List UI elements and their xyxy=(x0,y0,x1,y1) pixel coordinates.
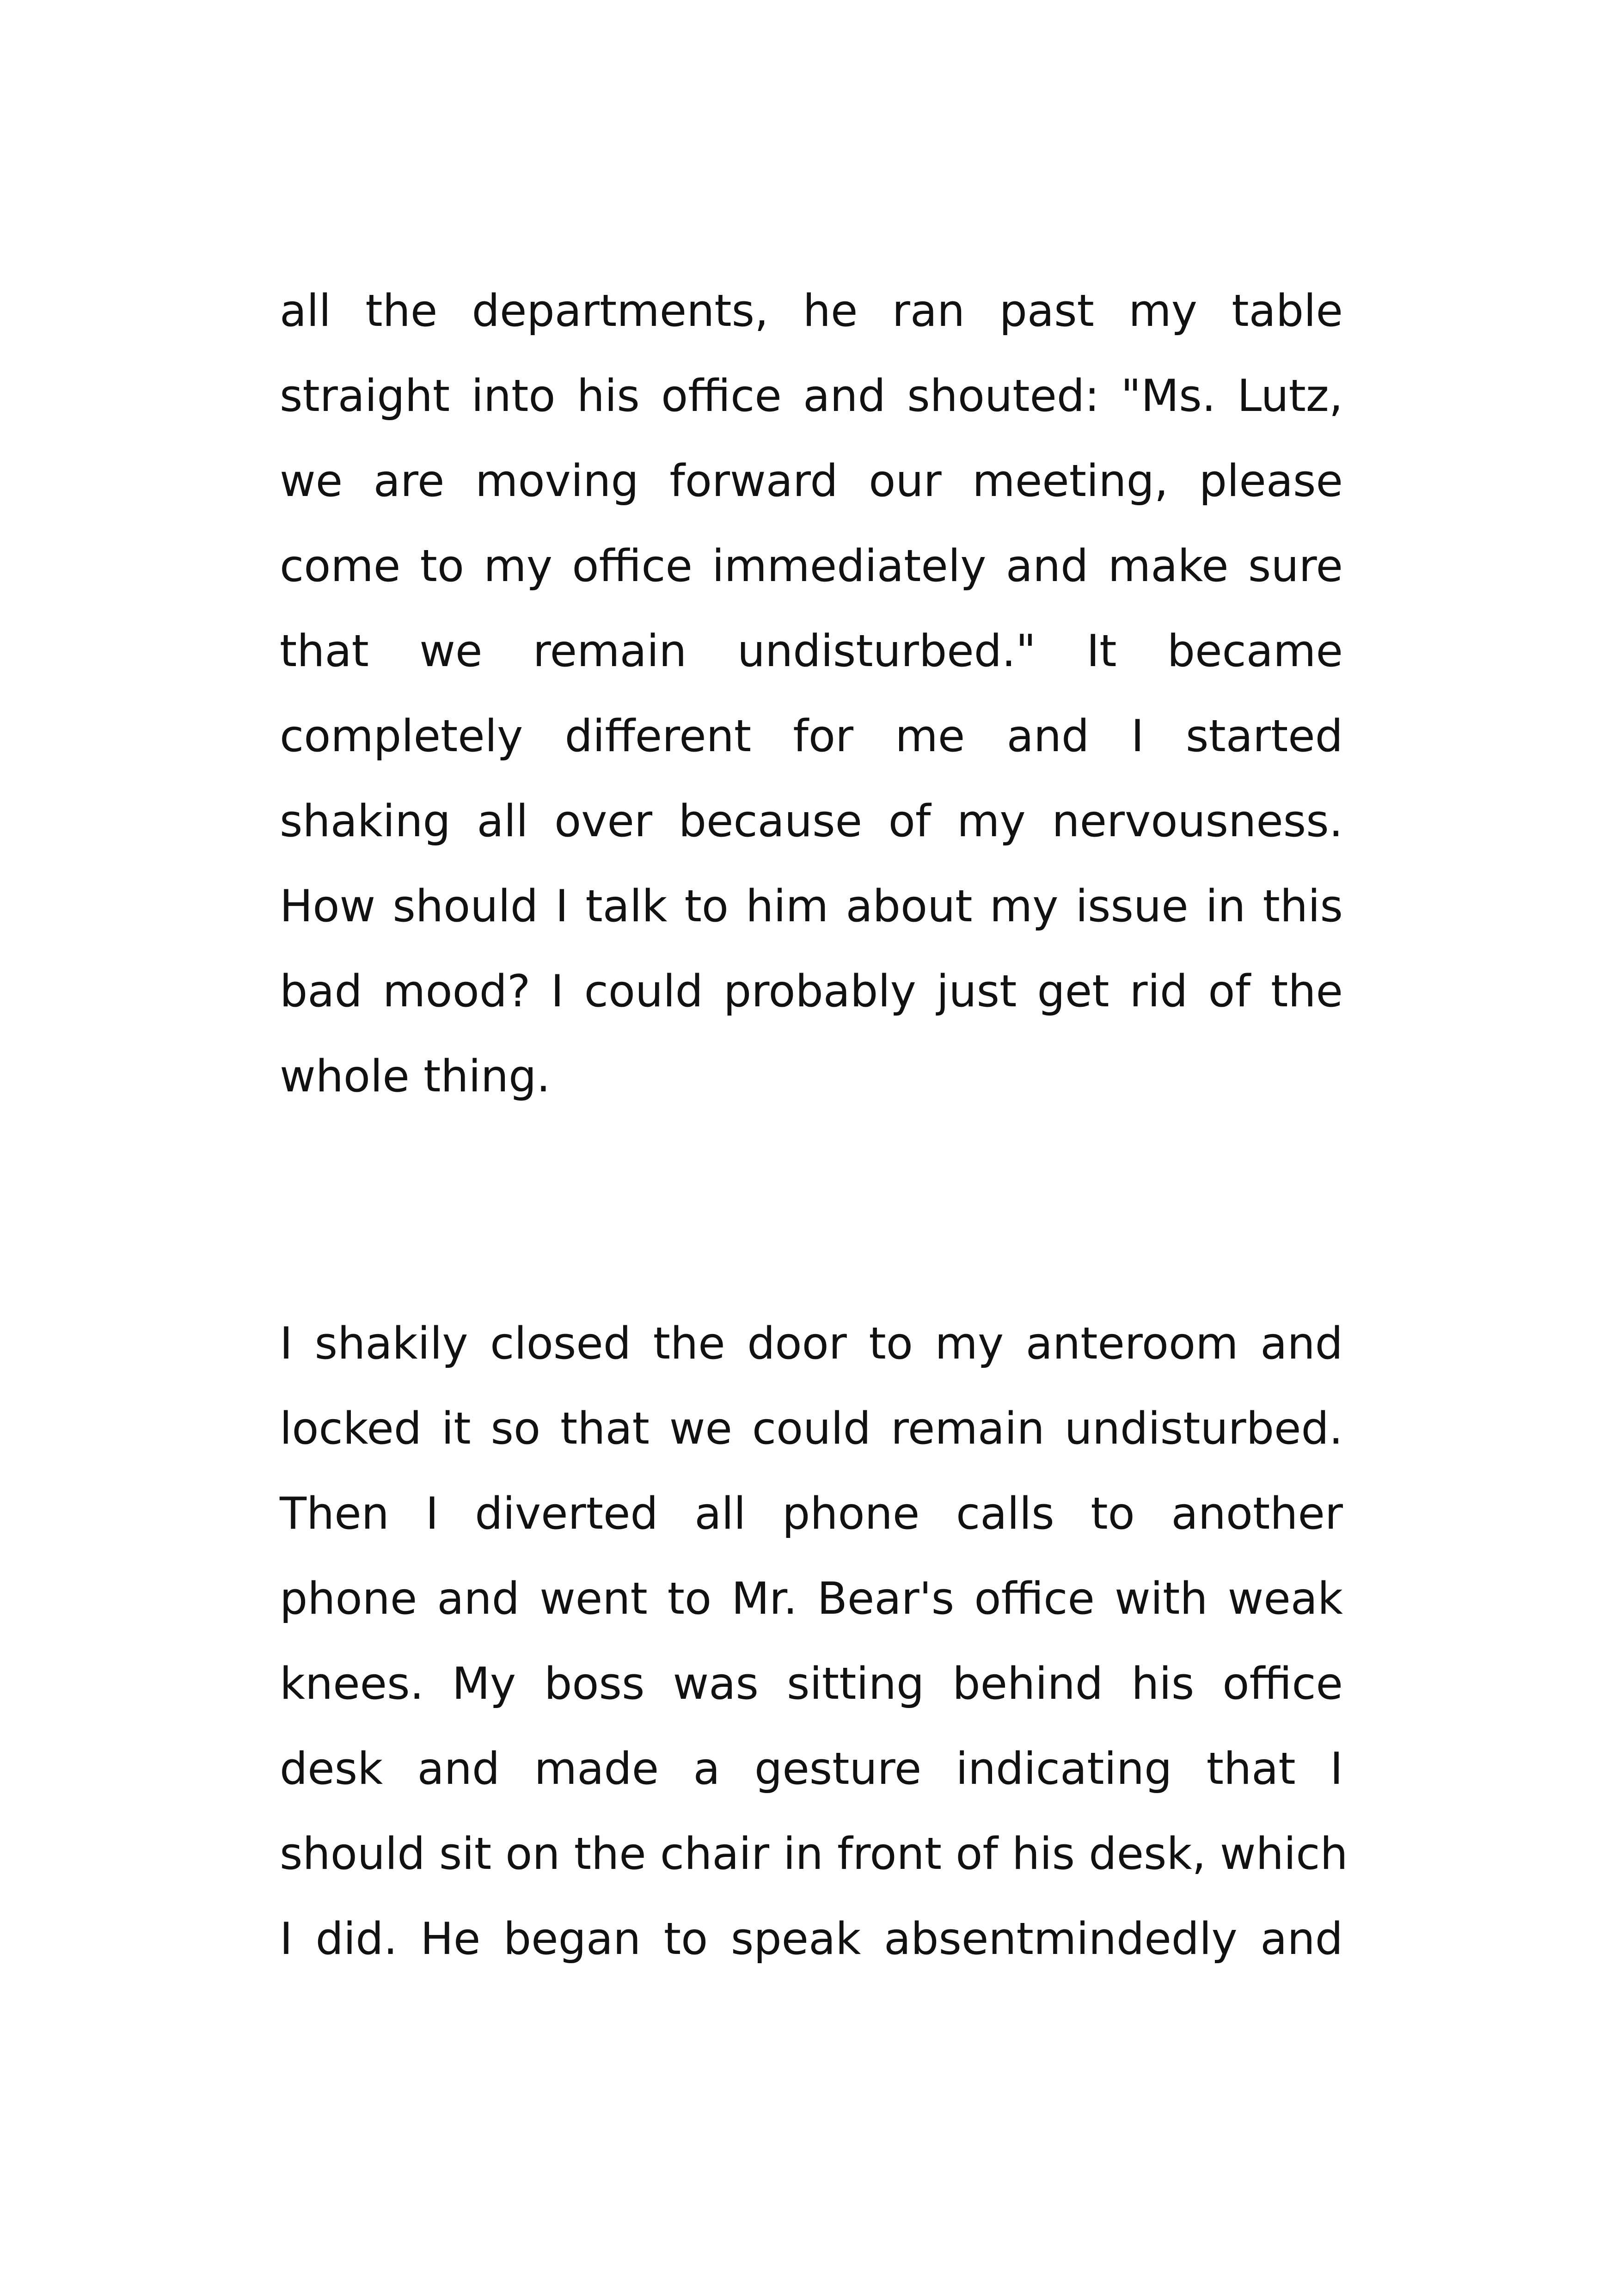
paragraph-line: whole thing. xyxy=(280,1051,551,1102)
paragraph-line: completely different for me and I started xyxy=(280,711,1343,762)
paragraph-line: should sit on the chair in front of his desk, which xyxy=(280,1829,1348,1880)
paragraph-line: shaking all over because of my nervousness. xyxy=(280,796,1343,847)
paragraph-line: desk and made a gesture indicating that I xyxy=(280,1744,1343,1794)
paragraph-line: knees. My boss was sitting behind his office xyxy=(280,1659,1343,1709)
paragraph-line: I did. He began to speak absentmindedly and xyxy=(280,1914,1343,1965)
paragraph-line: straight into his office and shouted: "Ms. Lutz, xyxy=(280,371,1343,422)
paragraph-line: all the departments, he ran past my table xyxy=(280,286,1343,337)
paragraph-line: How should I talk to him about my issue in this xyxy=(280,881,1343,932)
paragraph-line: bad mood? I could probably just get rid of the xyxy=(280,966,1343,1017)
paragraph-line: I shakily closed the door to my anteroom and xyxy=(280,1318,1343,1369)
paragraph-line: come to my office immediately and make sure xyxy=(280,541,1343,592)
paragraph-line: that we remain undisturbed." It became xyxy=(280,626,1343,677)
paragraph-line: phone and went to Mr. Bear's office with weak xyxy=(280,1574,1343,1624)
paragraph-line: Then I diverted all phone calls to another xyxy=(280,1488,1343,1539)
paragraph-line: locked it so that we could remain undisturbed. xyxy=(280,1403,1343,1454)
paragraph-line: we are moving forward our meeting, please xyxy=(280,456,1343,507)
